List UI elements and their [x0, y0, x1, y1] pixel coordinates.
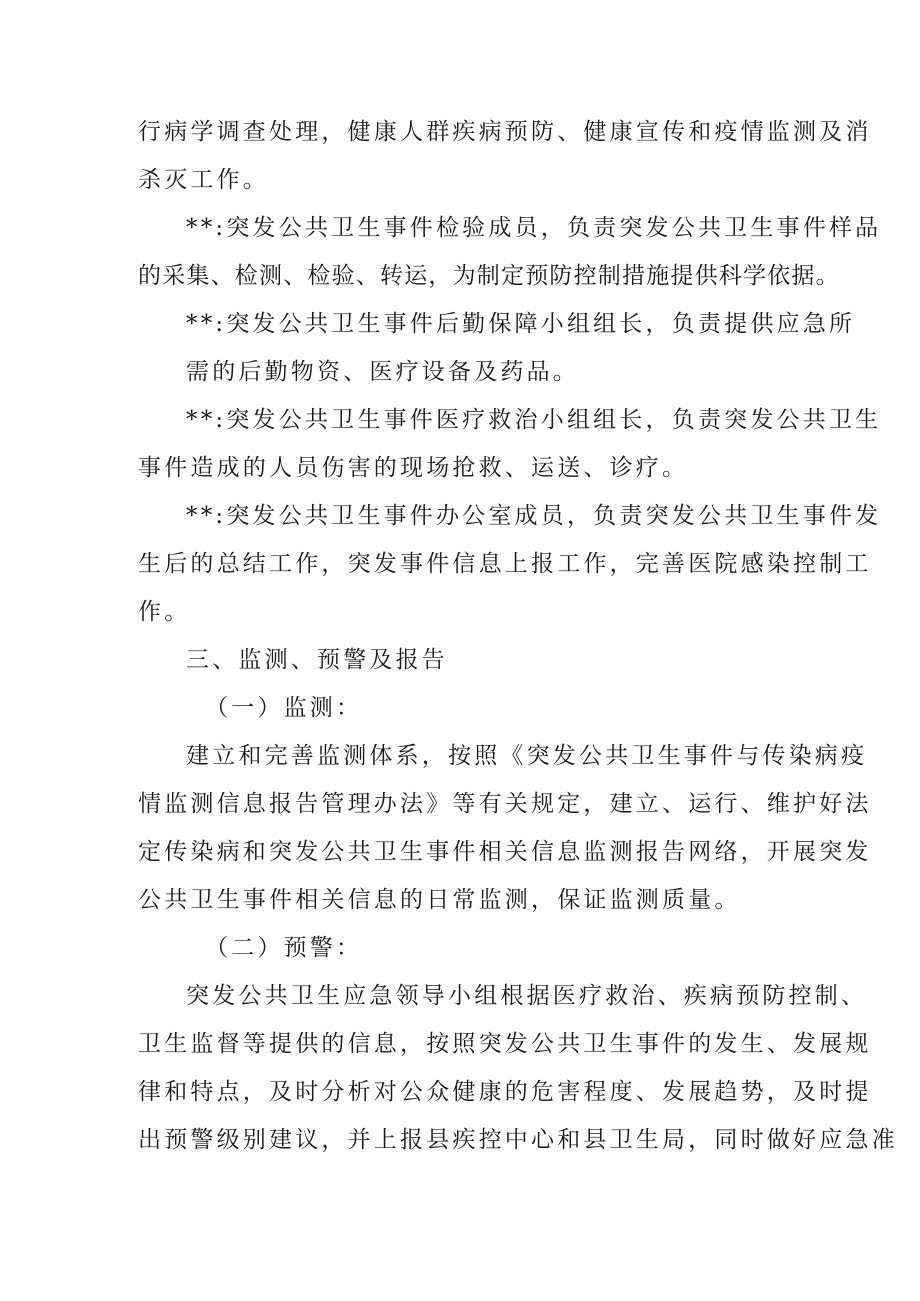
text-line: 定传染病和突发公共卫生事件相关信息监测报告网络，开展突发: [138, 839, 872, 865]
text-line: 公共卫生事件相关信息的日常监测，保证监测质量。: [138, 887, 741, 913]
text-line: 卫生监督等提供的信息，按照突发公共卫生事件的发生、发展规: [138, 1031, 872, 1057]
section-heading: 三、监测、预警及报告: [186, 647, 448, 673]
text-line: 作。: [138, 599, 191, 625]
subsection-heading: （二）预警：: [205, 935, 363, 961]
text-line: 的采集、检测、检验、转运，为制定预防控制措施提供科学依据。: [138, 263, 840, 289]
text-line: **:突发公共卫生事件后勤保障小组组长，负责提供应急所: [186, 311, 856, 337]
text-line: 生后的总结工作，突发事件信息上报工作，完善医院感染控制工: [138, 551, 872, 577]
text-line: 建立和完善监测体系，按照《突发公共卫生事件与传染病疫: [186, 743, 868, 769]
text-line: 突发公共卫生应急领导小组根据医疗救治、疾病预防控制、: [186, 983, 868, 1009]
text-line: 行病学调查处理，健康人群疾病预防、健康宣传和疫情监测及消: [138, 119, 872, 145]
text-line: 杀灭工作。: [138, 167, 269, 193]
text-line: 出预警级别建议，并上报县疾控中心和县卫生局，同时做好应急准: [138, 1127, 898, 1153]
text-line: 事件造成的人员伤害的现场抢救、运送、诊疗。: [138, 455, 689, 481]
text-line: 律和特点，及时分析对公众健康的危害程度、发展趋势，及时提: [138, 1079, 872, 1105]
text-line: **:突发公共卫生事件医疗救治小组组长，负责突发公共卫生: [186, 407, 882, 433]
text-line: 情监测信息报告管理办法》等有关规定，建立、运行、维护好法: [138, 791, 872, 817]
text-line: **:突发公共卫生事件办公室成员，负责突发公共卫生事件发: [186, 503, 882, 529]
text-line: 需的后勤物资、医疗设备及药品。: [186, 359, 579, 385]
text-line: **:突发公共卫生事件检验成员，负责突发公共卫生事件样品: [186, 215, 882, 241]
subsection-heading: （一）监测：: [205, 695, 363, 721]
